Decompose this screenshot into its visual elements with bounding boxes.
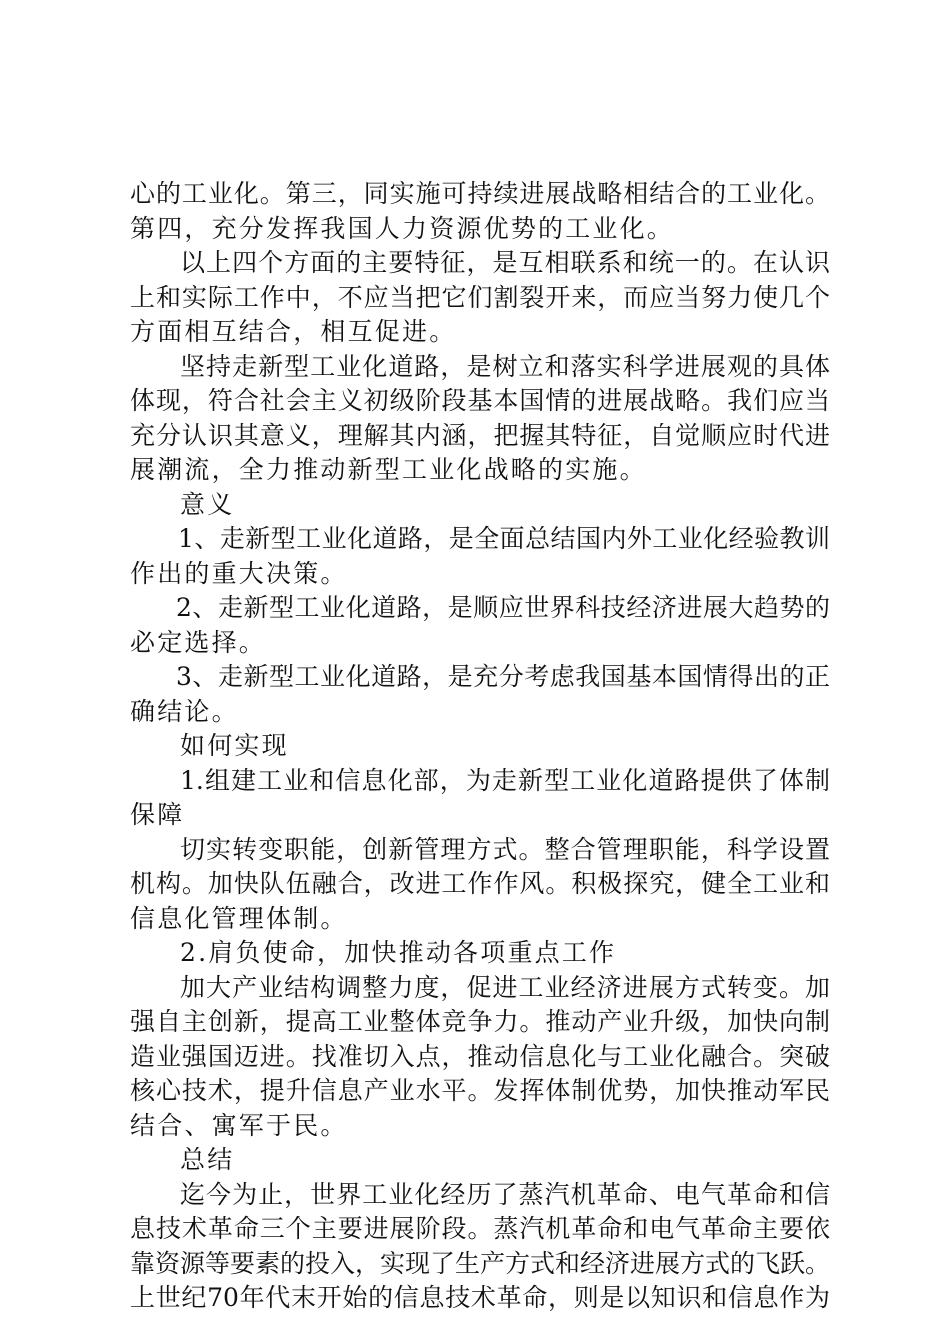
text-line: 2、走新型工业化道路，是顺应世界科技经济进展大趋势的 — [176, 593, 830, 622]
text-line: 充分认识其意义，理解其内涵，把握其特征，自觉顺应时代进 — [130, 420, 830, 450]
text-line: 确结论。 — [130, 696, 239, 726]
text-line: 机构。加快队伍融合，改进工作作风。积极探究，健全工业和 — [130, 869, 830, 898]
text-line: 信息化管理体制。 — [130, 903, 348, 933]
text-line: 上和实际工作中，不应当把它们割裂开来，而应当努力使几个 — [130, 282, 830, 312]
text-line: 3、走新型工业化道路，是充分考虑我国基本国情得出的正 — [176, 662, 830, 691]
text-line: 第四，充分发挥我国人力资源优势的工业化。 — [130, 213, 675, 243]
text-line: 展潮流，全力推动新型工业化战略的实施。 — [130, 455, 647, 484]
text-line: 坚持走新型工业化道路，是树立和落实科学进展观的具体 — [180, 351, 830, 381]
text-line: 息技术革命三个主要进展阶段。蒸汽机革命和电气革命主要依 — [130, 1214, 830, 1243]
text-line: 迄今为止，世界工业化经历了蒸汽机革命、电气革命和信 — [180, 1179, 830, 1209]
text-line: 1.组建工业和信息化部，为走新型工业化道路提供了体制 — [180, 765, 830, 795]
text-line: 靠资源等要素的投入，实现了生产方式和经济进展方式的飞跃。 — [130, 1248, 831, 1278]
text-line: 上世纪70年代末开始的信息技术革命，则是以知识和信息作为 — [130, 1283, 830, 1312]
text-line: 方面相互结合，相互促进。 — [130, 317, 457, 346]
text-line: 2.肩负使命，加快推动各项重点工作 — [180, 938, 617, 967]
text-line: 核心技术，提升信息产业水平。发挥体制优势，加快推动军民 — [130, 1076, 830, 1105]
text-line: 体现，符合社会主义初级阶段基本国情的进展战略。我们应当 — [130, 386, 830, 415]
text-line: 保障 — [130, 800, 185, 829]
text-line: 心的工业化。第三，同实施可持续进展战略相结合的工业化。 — [130, 179, 830, 208]
text-line: 总结 — [180, 1145, 235, 1174]
text-line: 结合、寓军于民。 — [130, 1110, 348, 1140]
text-line: 以上四个方面的主要特征，是互相联系和统一的。在认识 — [180, 248, 830, 277]
text-line: 如何实现 — [180, 731, 289, 760]
text-line: 强自主创新，提高工业整体竞争力。推动产业升级，加快向制 — [130, 1007, 830, 1036]
text-line: 1、走新型工业化道路，是全面总结国内外工业化经验教训 — [178, 524, 830, 553]
text-line: 加大产业结构调整力度，促进工业经济进展方式转变。加 — [180, 972, 830, 1002]
text-line: 必定选择。 — [130, 627, 267, 657]
text-line: 作出的重大决策。 — [130, 558, 348, 588]
text-line: 意义 — [180, 489, 235, 519]
text-line: 切实转变职能，创新管理方式。整合管理职能，科学设置 — [180, 834, 830, 864]
text-line: 造业强国迈进。找准切入点，推动信息化与工业化融合。突破 — [130, 1041, 830, 1071]
document-body — [130, 177, 830, 1316]
